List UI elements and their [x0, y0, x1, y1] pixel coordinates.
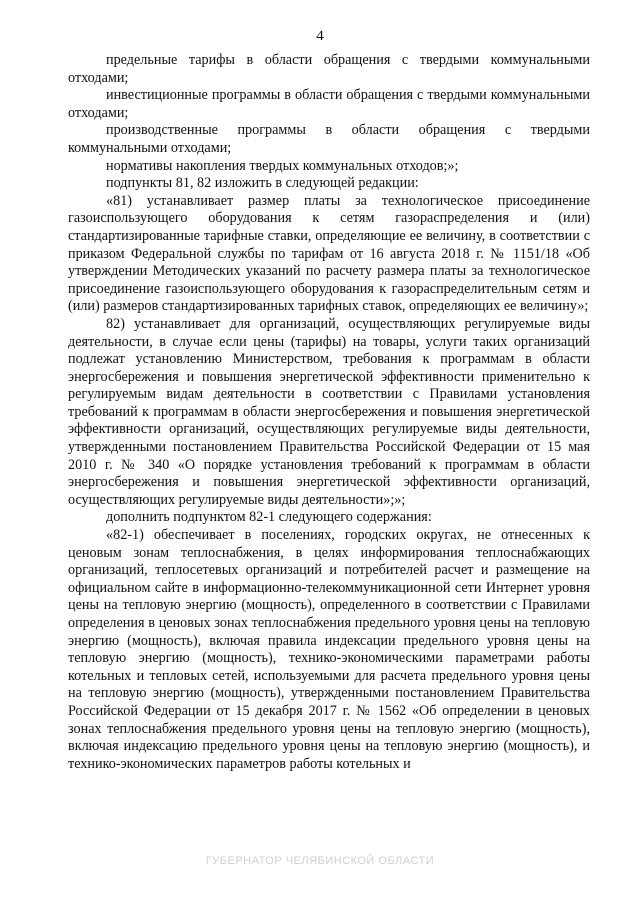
paragraph: инвестиционные программы в области обращения с твердыми коммунальными отходами;: [68, 87, 590, 121]
paragraph: нормативы накопления твердых коммунальных отходов;»;: [106, 157, 459, 174]
paragraph: дополнить подпунктом 82-1 следующего содержания:: [106, 509, 432, 526]
paragraph: «81) устанавливает размер платы за технологическое присоединение газоиспользующего оборудования к сетям газораспределения и (или) стандартизированные тарифные ставки, определяющие ее величину, в соответствии с приказом Федеральной службы по тарифам от 16 августа 2018 г. № 1151/18 «Об утверждении Методических указаний по расчету размера платы за технологическое присоединение газоиспользующего оборудования к газораспределительным сетям и (или) размеров стандартизированных тарифных ставок, определяющих ее величину»;: [68, 192, 590, 315]
paragraph: предельные тарифы в области обращения с твердыми коммунальными отходами;: [68, 52, 590, 86]
paragraph: производственные программы в области обращения с твердыми коммунальными отходами;: [68, 122, 590, 156]
paragraph: подпункты 81, 82 изложить в следующей редакции:: [106, 175, 419, 192]
paragraph: «82-1) обеспечивает в поселениях, городских округах, не отнесенных к ценовым зонам теплоснабжения, в целях информирования теплоснабжающих организаций, теплосетевых организаций и потребителей расчет и размещение на официальном сайте в информационно-телекоммуникационной сети Интернет уровня цены на тепловую энергию (мощность), определенного в соответствии с Правилами определения в ценовых зонах теплоснабжения предельного уровня цены на тепловую энергию (мощность), включая правила индексации предельного уровня цены на тепловую энергию (мощность), технико-экономическими параметрами работы котельных и тепловых сетей, используемыми для расчета предельного уровня цены на тепловую энергию (мощность), утвержденными постановлением Правительства Российской Федерации от 15 декабря 2017 г. № 1562 «Об определении в ценовых зонах теплоснабжения предельного уровня цены на тепловую энергию (мощность), включая индексацию предельного уровня цены на тепловую энергию (мощность), и технико-экономических параметров работы котельных и: [68, 527, 590, 772]
paragraph: 82) устанавливает для организаций, осуществляющих регулируемые виды деятельности, в случае если цены (тарифы) на товары, услуги таких организаций подлежат установлению Министерством, требования к программам в области энергосбережения и повышения энергетической эффективности применительно к регулируемым видам деятельности в соответствии с Правилами установления требований к программам в области энергосбережения и повышения энергетической эффективности организаций, осуществляющих регулируемые виды деятельности, утвержденными постановлением Правительства Российской Федерации от 15 мая 2010 г. № 340 «О порядке установления требований к программам в области энергосбережения и повышения энергетической эффективности организаций, осуществляющих регулируемые виды деятельности»;»;: [68, 315, 590, 508]
page-number: 4: [316, 28, 324, 44]
watermark-stamp: ГУБЕРНАТОР ЧЕЛЯБИНСКОЙ ОБЛАСТИ: [205, 855, 435, 867]
document-body: [68, 52, 590, 773]
